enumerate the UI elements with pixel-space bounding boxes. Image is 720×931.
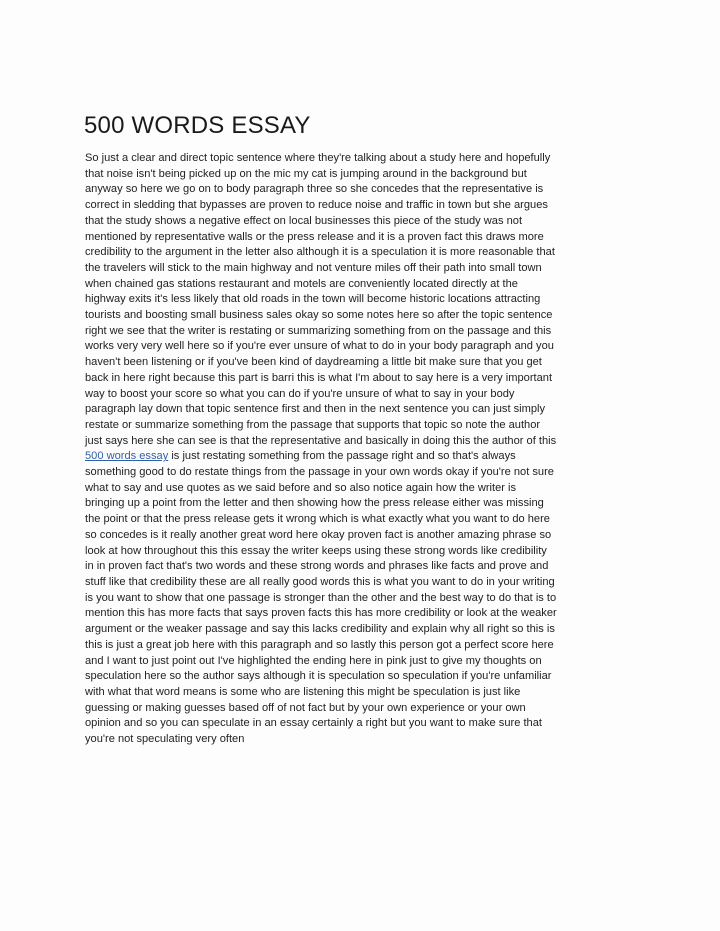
essay-body bbox=[85, 151, 645, 748]
page-title: 500 WORDS ESSAY bbox=[84, 112, 311, 139]
text-line: in in proven fact that's two words and these strong words and phrases like facts and prove and bbox=[85, 560, 549, 573]
text-line: way to boost your score so what you can do if you're unsure of what to say in your body bbox=[85, 387, 515, 400]
text-line: opinion and so you can speculate in an essay certainly a right but you want to make sure that bbox=[85, 717, 542, 730]
text-line: mention this has more facts that says proven facts this has more credibility or look at the weaker bbox=[85, 607, 557, 620]
text-line: what to say and use quotes as we said before and so also notice again how the writer is bbox=[85, 481, 517, 494]
text-line: restate or summarize something from the passage that supports that topic so note the author bbox=[85, 418, 541, 431]
text-line: that noise isn't being picked up on the mic my cat is jumping around in the background but bbox=[85, 167, 527, 180]
text-line: paragraph lay down that topic sentence first and then in the next sentence you can just simply bbox=[85, 403, 546, 416]
text-line: stuff like that credibility these are all really good words this is what you want to do in your writing bbox=[85, 575, 555, 588]
text-line: So just a clear and direct topic sentence where they're talking about a study here and hopefully bbox=[85, 152, 551, 164]
text-line: anyway so here we go on to body paragraph three so she concedes that the representative is bbox=[85, 183, 544, 196]
text-line: speculation here so the author says although it is speculation so speculation if you're unfamiliar bbox=[85, 670, 552, 683]
text-line-with-link bbox=[85, 449, 645, 465]
text-line: you're not speculating very often bbox=[85, 733, 245, 746]
text-line: the travelers will stick to the main highway and not venture miles off their path into small town bbox=[85, 261, 542, 274]
text-line: when chained gas stations restaurant and motels are conveniently located directly at the bbox=[85, 277, 518, 290]
text-line: something good to do restate things from the passage in your own words okay if you're not sure bbox=[85, 466, 554, 479]
text-line: just says here she can see is that the representative and basically in doing this the author of this bbox=[85, 434, 557, 447]
text-line: and I want to just point out I've highlighted the ending here in pink just to give my thoughts on bbox=[85, 654, 542, 667]
text-line: correct in sledding that bypasses are proven to reduce noise and traffic in town but she argues bbox=[85, 199, 548, 212]
text-line: with what that word means is some who are listening this might be speculation is just like bbox=[85, 685, 521, 698]
text-line: tourists and boosting small business sales okay so some notes here so after the topic sentence bbox=[85, 309, 553, 322]
text-line: highway exits it's less likely that old roads in the town will become historic locations attracting bbox=[85, 293, 541, 306]
text-line-remainder: is just restating something from the passage right and so that's always bbox=[171, 450, 516, 463]
text-line: back in here right because this part is barri this is what I'm about to say here is a very important bbox=[85, 371, 553, 384]
text-line: works very very well here so if you're ever unsure of what to do in your body paragraph and you bbox=[85, 340, 554, 353]
text-line: that the study shows a negative effect on local businesses this piece of the study was not bbox=[85, 214, 523, 227]
text-line: so concedes is it really another great word here okay proven fact is another amazing phrase so bbox=[85, 528, 552, 541]
text-line: this is just a great job here with this paragraph and so lastly this person got a perfect score here bbox=[85, 638, 554, 651]
text-line: mentioned by representative walls or the press release and it is a proven fact this draws more bbox=[85, 230, 544, 243]
text-line: bringing up a point from the letter and then showing how the press release either was missing bbox=[85, 497, 544, 510]
text-line: credibility to the argument in the letter also although it is a speculation it is more reasonable that bbox=[85, 246, 555, 259]
text-line: guessing or making guesses based off of not fact but by your own experience or your own bbox=[85, 701, 526, 714]
text-line: is you want to show that one passage is stronger than the other and the best way to do that is to bbox=[85, 591, 557, 604]
text-line: right we see that the writer is restating or summarizing something from on the passage and this bbox=[85, 324, 552, 337]
text-line: argument or the weaker passage and say this lacks credibility and explain why all right so this is bbox=[85, 623, 555, 636]
text-line: look at how throughout this this essay the writer keeps using these strong words like credibility bbox=[85, 544, 547, 557]
text-line: the point or that the press release gets it wrong which is what exactly what you want to do here bbox=[85, 513, 550, 526]
essay-link[interactable]: 500 words essay bbox=[85, 450, 169, 463]
text-line: haven't been listening or if you've been kind of daydreaming a little bit make sure that you get bbox=[85, 356, 542, 369]
